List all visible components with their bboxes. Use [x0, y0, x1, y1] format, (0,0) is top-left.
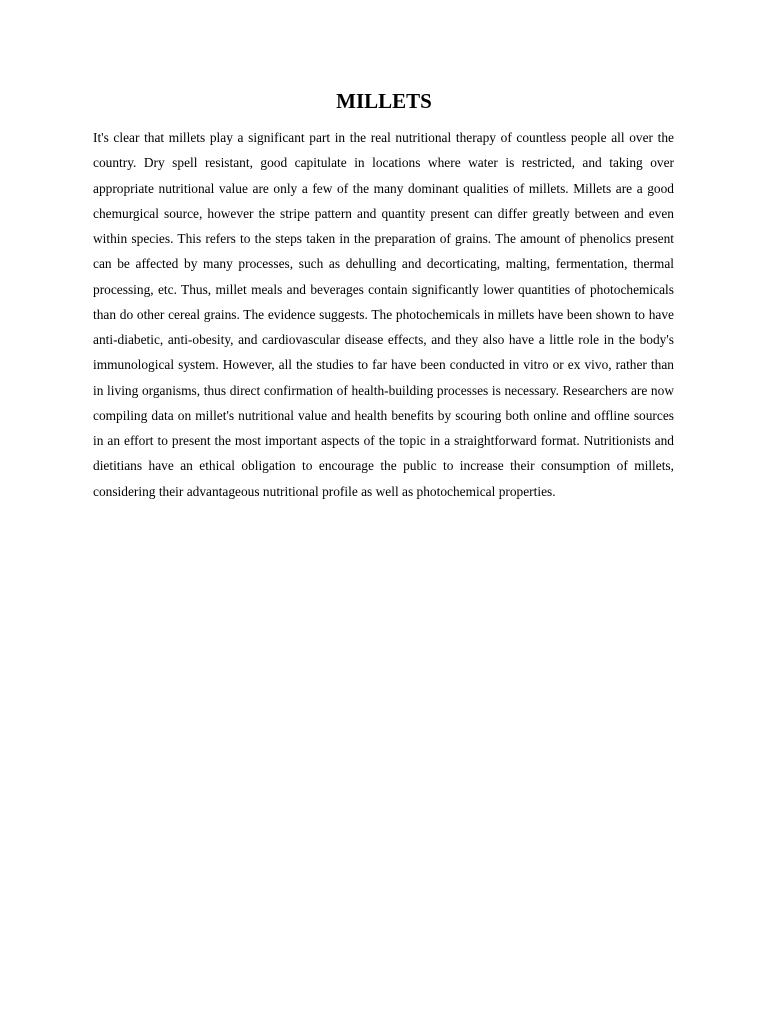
- document-paragraph: It's clear that millets play a significant part in the real nutritional therapy of countless people all over the country. Dry spell resistant, good capitulate in locations where water is restricted, and taking over appropriate nutritional value are only a few of the many dominant qualities of millets. Millets are a good chemurgical source, however the stripe pattern and quantity present can differ greatly between and even within species. This refers to the steps taken in the preparation of grains. The amount of phenolics present can be affected by many processes, such as dehulling and decorticating, malting, fermentation, thermal processing, etc. Thus, millet meals and beverages contain significantly lower quantities of photochemicals than do other cereal grains. The evidence suggests. The photochemicals in millets have been shown to have anti-diabetic, anti-obesity, and cardiovascular disease effects, and they also have a little role in the body's immunological system. However, all the studies to far have been conducted in vitro or ex vivo, rather than in living organisms, thus direct confirmation of health-building processes is necessary. Researchers are now compiling data on millet's nutritional value and health benefits by scouring both online and offline sources in an effort to present the most important aspects of the topic in a straightforward format. Nutritionists and dietitians have an ethical obligation to encourage the public to increase their consumption of millets, considering their advantageous nutritional profile as well as photochemical properties.: [93, 130, 674, 499]
- document-title: MILLETS: [336, 89, 432, 113]
